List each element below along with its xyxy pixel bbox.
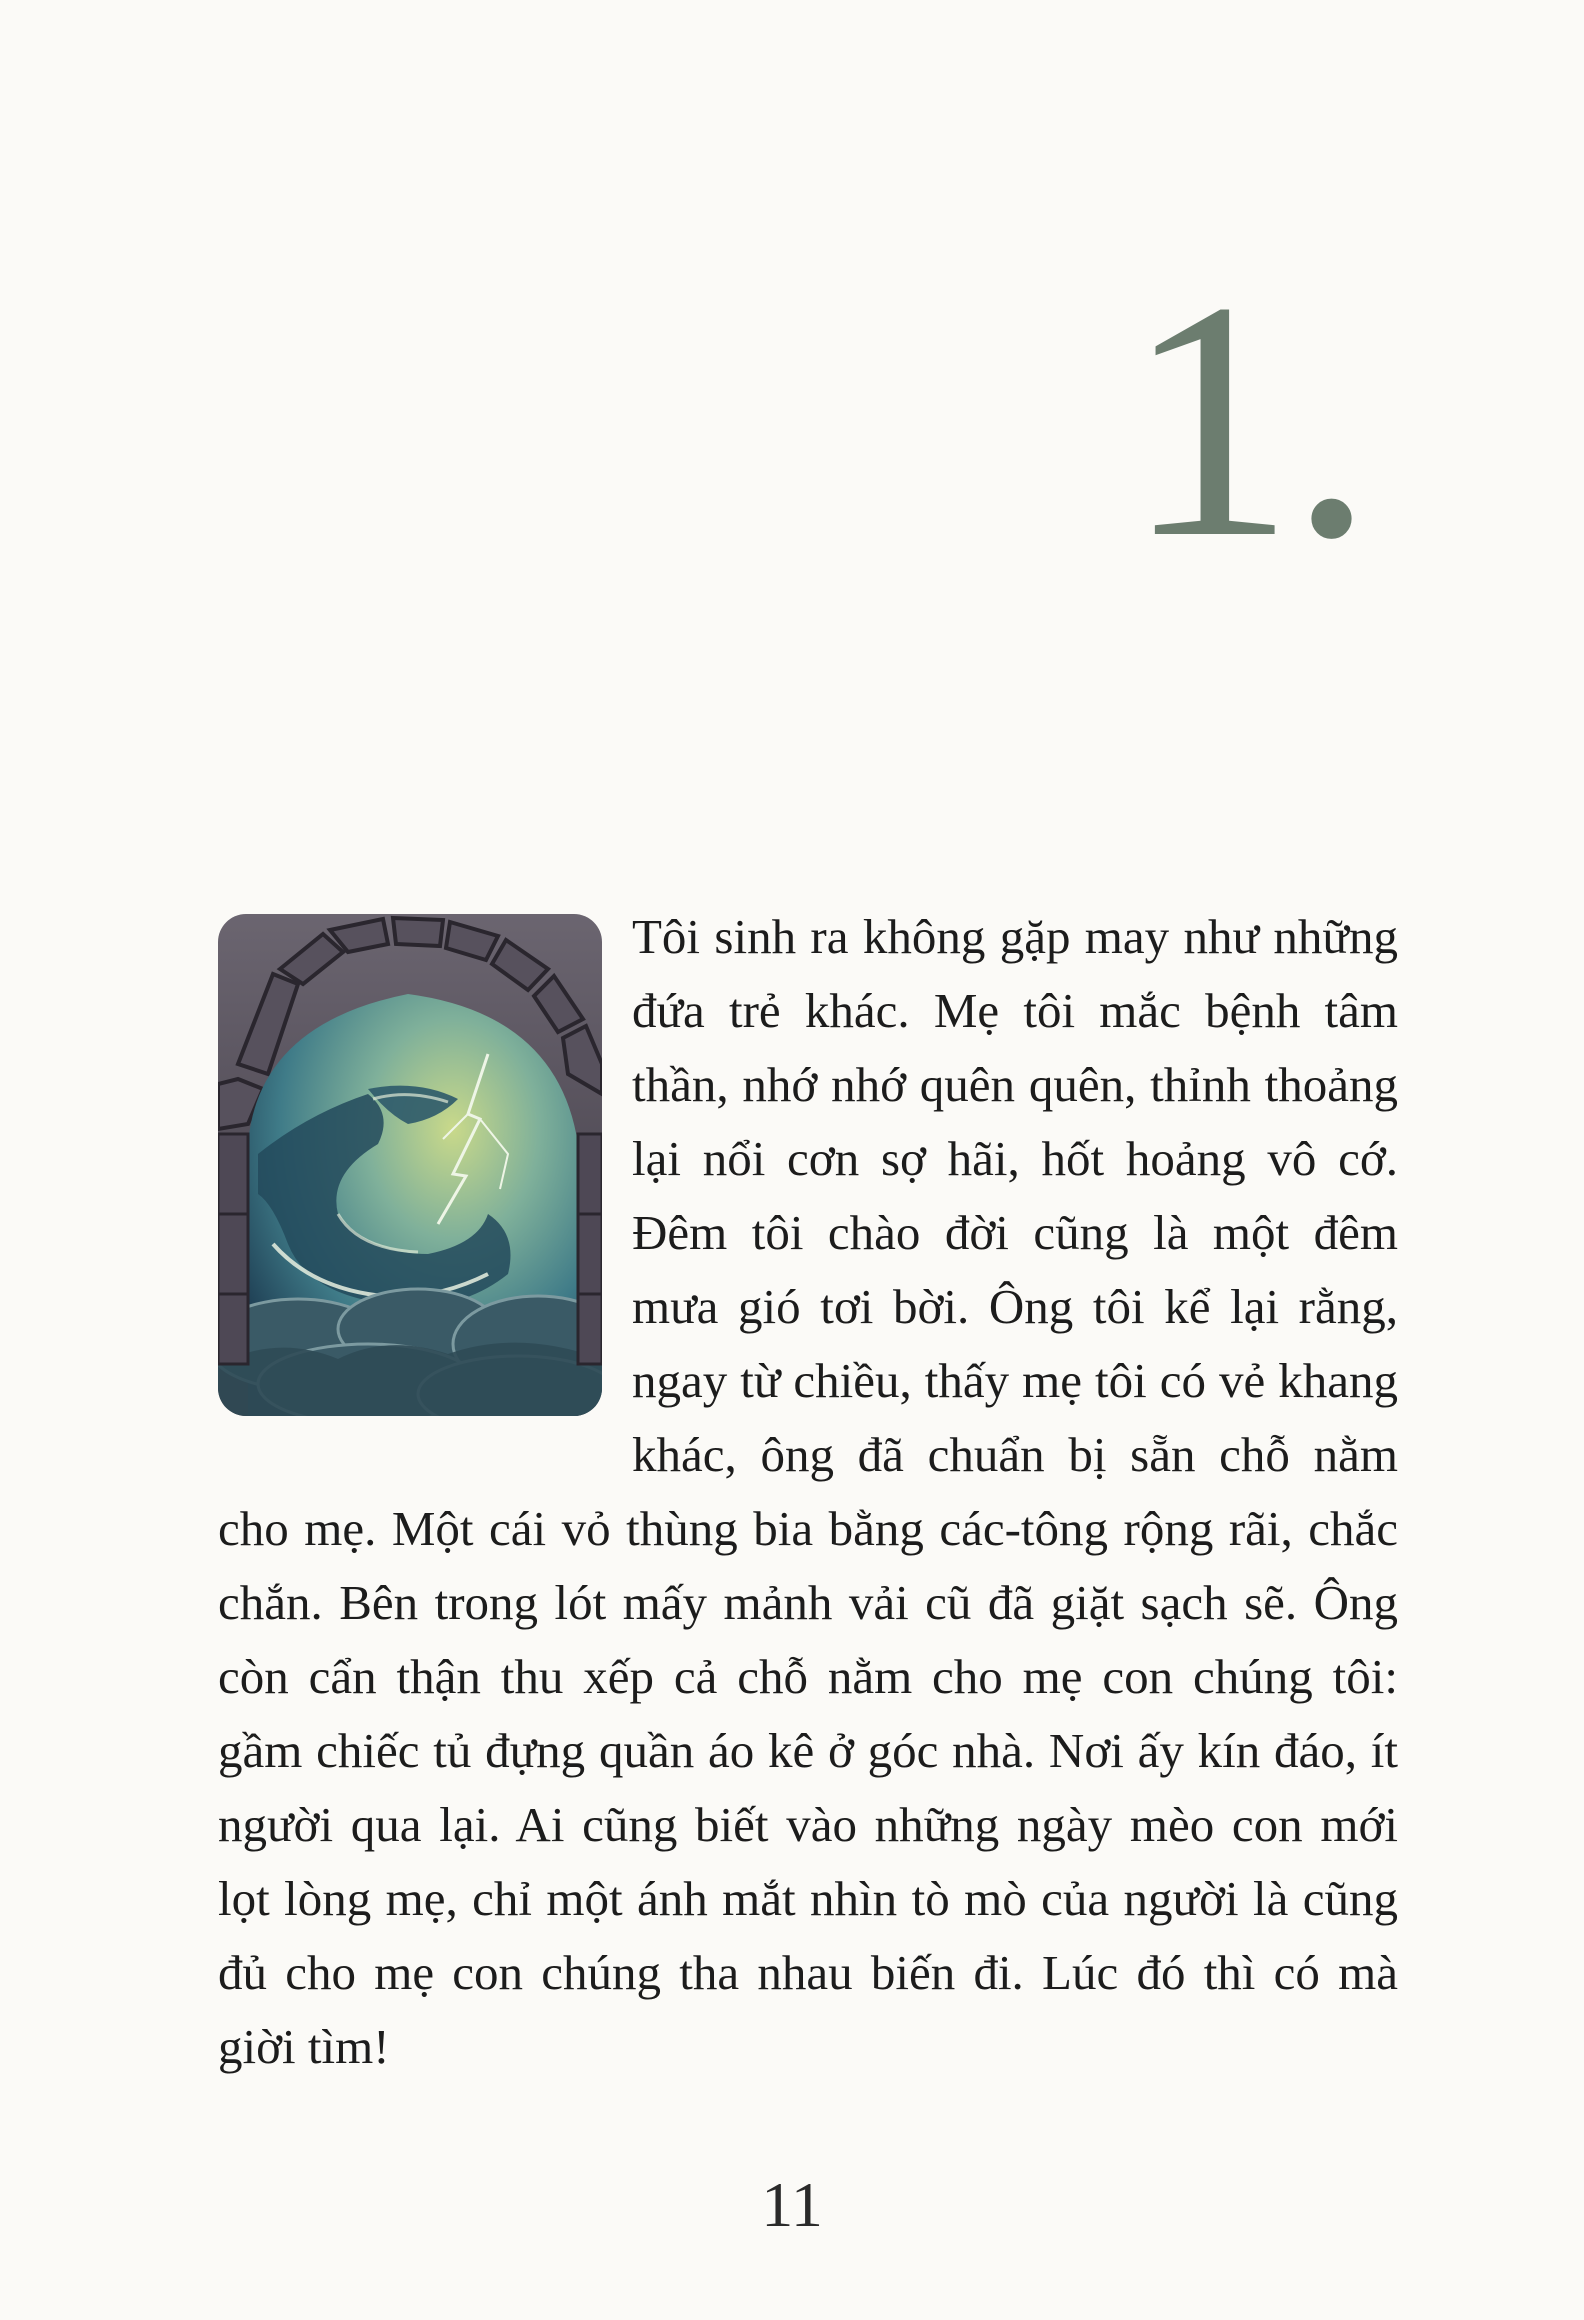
chapter-number: 1. bbox=[1125, 231, 1368, 608]
stormy-sky-through-stone-arch-illustration bbox=[218, 914, 602, 1416]
chapter-paragraph: Tôi sinh ra không gặp may như những đứa trẻ khác. Mẹ tôi mắc bệnh tâm thần, nhớ nhớ quên quên, thỉnh thoảng lại nổi cơn sợ hãi, hốt hoảng vô cớ. Đêm tôi chào đời cũng là một đêm mưa gió tơi bời. Ông tôi kể lại rằng, ngay từ chiều, thấy mẹ tôi có vẻ khang khác, ông đã chuẩn bị sẵn chỗ nằm cho mẹ. Một cái vỏ thùng bia bằng các-tông rộng rãi, chắc chắn. Bên trong lót mấy mảnh vải cũ đã giặt sạch sẽ. Ông còn cẩn thận thu xếp cả chỗ nằm cho mẹ con chúng tôi: gầm chiếc tủ đựng quần áo kê ở góc nhà. Nơi ấy kín đáo, ít người qua lại. Ai cũng biết vào những ngày mèo con mới lọt lòng mẹ, chỉ một ánh mắt nhìn tò mò của người là cũng đủ cho mẹ con chúng tha nhau biến đi. Lúc đó thì có mà giời tìm! bbox=[218, 909, 1398, 2074]
chapter-body bbox=[218, 900, 1398, 2084]
page-number: 11 bbox=[761, 2169, 823, 2240]
